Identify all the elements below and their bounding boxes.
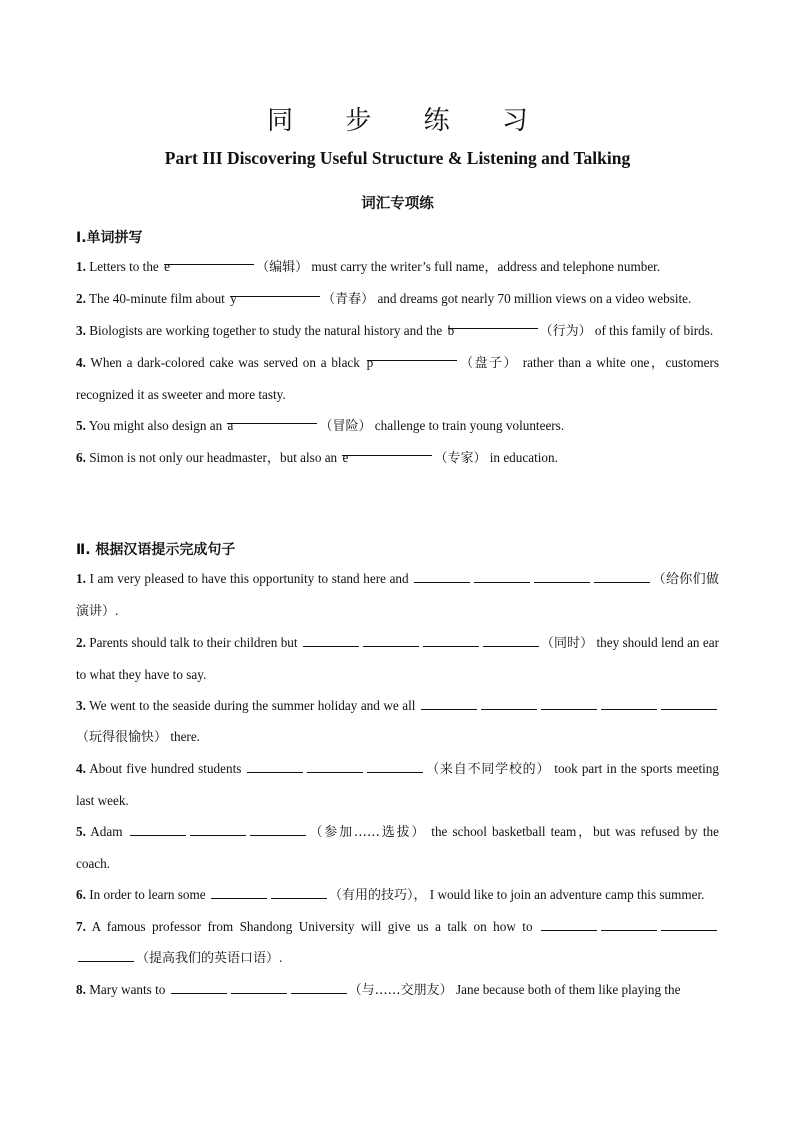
chinese-hint: （给你们做演讲）: [76, 572, 719, 619]
spelling-item: [76, 442, 719, 474]
answer-blank[interactable]: [594, 569, 650, 583]
answer-blank[interactable]: [474, 569, 530, 583]
item-text-after: .: [279, 950, 283, 965]
item-number: 3.: [76, 698, 86, 713]
answer-blank[interactable]: [211, 885, 267, 899]
item-number: 3.: [76, 323, 86, 338]
item-text-after: I would like to join an adventure camp this summer.: [426, 887, 705, 902]
chinese-hint: （来自不同学校的）: [425, 762, 551, 777]
answer-blank[interactable]: [250, 822, 306, 836]
sentence-item: [76, 690, 719, 753]
item-text-after: Jane because both of them like playing the: [452, 982, 681, 997]
answer-blank[interactable]: [291, 980, 347, 994]
item-number: 6.: [76, 887, 86, 902]
item-text-before: I am very pleased to have this opportunity to stand here and: [85, 571, 413, 586]
item-text-after: .: [115, 603, 119, 618]
answer-blank[interactable]: [366, 347, 457, 370]
first-letter: y: [230, 291, 237, 306]
item-text-after: took part in the sports meeting last week.: [76, 761, 719, 808]
answer-blank[interactable]: [363, 633, 419, 647]
chinese-hint: （同时）: [540, 636, 594, 651]
item-text-after: of this family of birds.: [591, 323, 714, 338]
part1-heading: Ⅰ.单词拼写: [76, 230, 143, 246]
answer-blank[interactable]: [78, 948, 134, 962]
item-text-before: About five hundred students: [85, 761, 246, 776]
item-number: 2.: [76, 635, 86, 650]
item-number: 1.: [76, 259, 86, 274]
item-text-before: We went to the seaside during the summer holiday and we all: [85, 698, 419, 713]
first-letter: b: [447, 323, 455, 338]
item-text-after: they should lend an ear to what they have to say.: [76, 635, 719, 682]
item-number: 7.: [76, 919, 86, 934]
item-text-before: Parents should talk to their children but: [85, 635, 301, 650]
chinese-hint: （参加……选拔）: [307, 825, 427, 840]
spelling-item: [76, 410, 719, 442]
part2-items: [76, 563, 719, 1006]
chinese-hint: （玩得很愉快）: [76, 730, 168, 745]
answer-blank[interactable]: [541, 696, 597, 710]
answer-blank[interactable]: [414, 569, 470, 583]
answer-blank[interactable]: [421, 696, 477, 710]
item-text-before: The 40-minute film about: [85, 291, 229, 306]
chinese-hint: （冒险）: [319, 419, 372, 434]
item-text-before: A famous professor from Shandong University will give us a talk on how to: [85, 919, 539, 934]
item-number: 4.: [76, 761, 86, 776]
answer-blank[interactable]: [481, 696, 537, 710]
answer-blank[interactable]: [661, 696, 717, 710]
spelling-item: [76, 315, 719, 347]
item-text-after: the school basketball team，but was refused by the coach.: [76, 824, 720, 871]
spelling-item: [76, 347, 719, 410]
first-letter: e: [164, 259, 170, 274]
item-number: 6.: [76, 450, 86, 465]
part2-heading: Ⅱ. 根据汉语提示完成句子: [76, 542, 236, 558]
chinese-hint: （盘子）: [458, 356, 518, 371]
answer-blank[interactable]: [271, 885, 327, 899]
item-number: 1.: [76, 571, 86, 586]
answer-blank[interactable]: [661, 917, 717, 931]
sentence-item: [76, 753, 719, 816]
item-text-after: in education.: [486, 450, 558, 465]
first-letter: p: [366, 355, 374, 370]
answer-blank[interactable]: [164, 251, 254, 274]
item-text-before: Biologists are working together to study the natural history and the: [85, 323, 446, 338]
item-text-after: challenge to train young volunteers.: [371, 418, 565, 433]
sentence-item: [76, 879, 719, 911]
answer-blank[interactable]: [171, 980, 227, 994]
item-number: 5.: [76, 418, 86, 433]
spelling-item: [76, 251, 719, 283]
chinese-hint: （青春）: [322, 292, 375, 307]
sentence-item: [76, 563, 719, 627]
item-text-after: must carry the writer’s full name，address and telephone number.: [308, 259, 661, 274]
chinese-hint: （与……交朋友）: [348, 983, 453, 998]
item-text-after: rather than a white one，customers recognized it as sweeter and more tasty.: [76, 355, 719, 402]
answer-blank[interactable]: [601, 917, 657, 931]
answer-blank[interactable]: [342, 442, 432, 465]
answer-blank[interactable]: [130, 822, 186, 836]
item-text-before: In order to learn some: [85, 887, 209, 902]
chinese-hint: （有用的技巧），: [328, 888, 427, 903]
answer-blank[interactable]: [307, 759, 363, 773]
section-title: 词汇专项练: [361, 196, 434, 212]
answer-blank[interactable]: [227, 410, 317, 433]
answer-blank[interactable]: [247, 759, 303, 773]
item-number: 2.: [76, 291, 86, 306]
answer-blank[interactable]: [190, 822, 246, 836]
answer-blank[interactable]: [447, 315, 538, 338]
sentence-item: [76, 816, 719, 879]
item-text-before: Letters to the: [85, 259, 163, 274]
item-text-before: Mary wants to: [85, 982, 169, 997]
answer-blank[interactable]: [230, 283, 320, 306]
chinese-hint: （编辑）: [256, 260, 309, 275]
part1-items: [76, 251, 719, 474]
answer-blank[interactable]: [483, 633, 539, 647]
answer-blank[interactable]: [231, 980, 287, 994]
answer-blank[interactable]: [534, 569, 590, 583]
chinese-hint: （专家）: [434, 451, 487, 466]
item-text-before: Simon is not only our headmaster，but also an: [85, 450, 341, 465]
item-text-before: When a dark-colored cake was served on a black: [85, 355, 365, 370]
answer-blank[interactable]: [367, 759, 423, 773]
item-number: 4.: [76, 355, 86, 370]
sentence-item: [76, 627, 719, 690]
item-text-after: there.: [167, 729, 200, 744]
answer-blank[interactable]: [423, 633, 479, 647]
item-number: 5.: [76, 824, 86, 839]
page-subtitle: Part III Discovering Useful Structure & Listening and Talking: [164, 148, 631, 168]
spelling-item: [76, 283, 719, 315]
answer-blank[interactable]: [601, 696, 657, 710]
chinese-hint: （行为）: [539, 324, 592, 339]
first-letter: a: [227, 418, 234, 433]
item-number: 8.: [76, 982, 86, 997]
sentence-item: [76, 911, 719, 974]
chinese-hint: （提高我们的英语口语）: [136, 951, 280, 966]
item-text-after: and dreams got nearly 70 million views on a video website.: [374, 291, 692, 306]
item-text-before: Adam: [85, 824, 128, 839]
sentence-item: [76, 974, 719, 1006]
first-letter: e: [342, 450, 349, 465]
item-text-before: You might also design an: [85, 418, 226, 433]
answer-blank[interactable]: [541, 917, 597, 931]
answer-blank[interactable]: [303, 633, 359, 647]
page-title: 同 步 练 习: [267, 106, 550, 136]
